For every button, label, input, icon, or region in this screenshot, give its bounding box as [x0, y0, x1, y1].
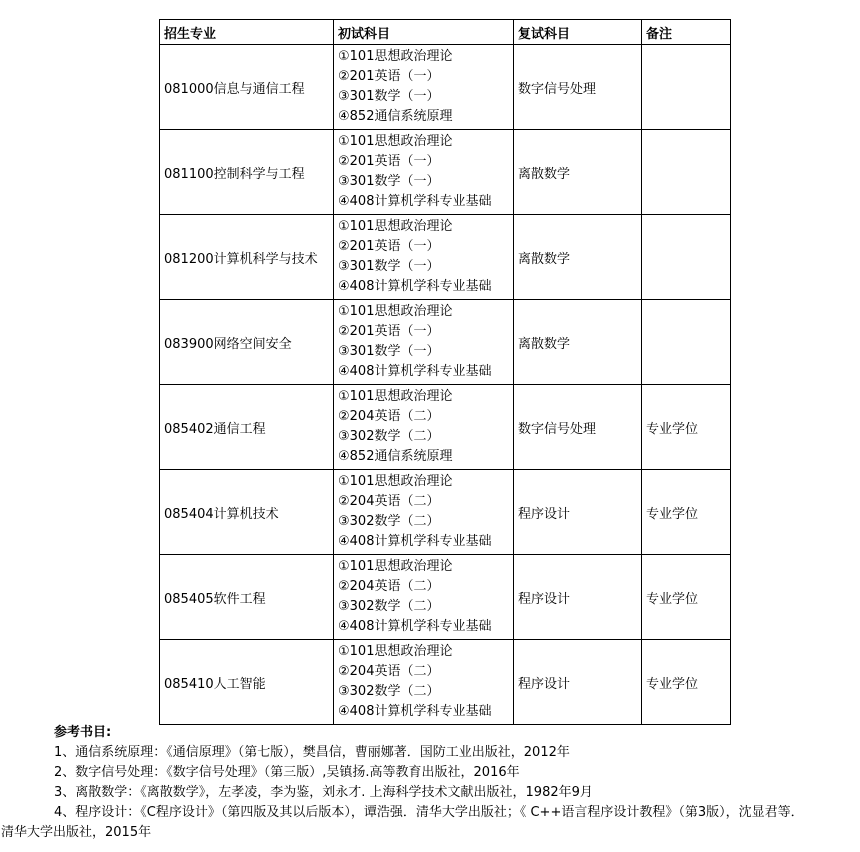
table-row: [160, 130, 731, 215]
table-row: [160, 45, 731, 130]
exam-subject: ②201英语（一）: [338, 69, 440, 84]
major-cell: 085404计算机技术: [160, 470, 334, 555]
exam-subject: ①101思想政治理论: [338, 304, 453, 319]
exam-subject: ②201英语（一）: [338, 239, 440, 254]
retest-cell: 离散数学: [514, 130, 642, 215]
retest-cell: 离散数学: [514, 300, 642, 385]
major-cell: 085402通信工程: [160, 385, 334, 470]
exam-subject: ④408计算机学科专业基础: [338, 704, 492, 719]
retest-cell: 程序设计: [514, 640, 642, 725]
exams-cell: [334, 215, 514, 300]
note-cell: 专业学位: [642, 470, 731, 555]
exam-subject: ①101思想政治理论: [338, 559, 453, 574]
exams-cell: [334, 45, 514, 130]
note-cell: 专业学位: [642, 385, 731, 470]
table-row: [160, 555, 731, 640]
table-row: [160, 640, 731, 725]
exams-cell: [334, 640, 514, 725]
reference-item: 4、程序设计：《C程序设计》（第四版及其以后版本），谭浩强．清华大学出版社；《 C++语言程序设计教程》（第3版），沈显君等．: [54, 805, 804, 820]
reference-books: [1, 723, 860, 843]
table-row: [160, 300, 731, 385]
exam-subject: ③301数学（一）: [338, 174, 440, 189]
header-major: 招生专业: [160, 20, 334, 45]
exam-subject: ②204英语（二）: [338, 409, 440, 424]
table-header-row: [160, 20, 731, 45]
major-cell: 081100控制科学与工程: [160, 130, 334, 215]
exam-subject: ②204英语（二）: [338, 664, 440, 679]
exam-subject: ①101思想政治理论: [338, 49, 453, 64]
retest-cell: 程序设计: [514, 555, 642, 640]
exam-subject: ①101思想政治理论: [338, 474, 453, 489]
retest-cell: 程序设计: [514, 470, 642, 555]
exam-subject: ④408计算机学科专业基础: [338, 194, 492, 209]
exam-subject: ②204英语（二）: [338, 494, 440, 509]
major-cell: 081200计算机科学与技术: [160, 215, 334, 300]
header-retest: 复试科目: [514, 20, 642, 45]
reference-books-title: 参考书目:: [54, 725, 112, 740]
exam-subject: ③301数学（一）: [338, 259, 440, 274]
exam-subject: ③301数学（一）: [338, 344, 440, 359]
retest-cell: 数字信号处理: [514, 45, 642, 130]
exam-subject: ④408计算机学科专业基础: [338, 619, 492, 634]
header-note: 备注: [642, 20, 731, 45]
exams-cell: [334, 470, 514, 555]
reference-item: 1、通信系统原理：《通信原理》（第七版），樊昌信，曹丽娜著．国防工业出版社，2012年: [54, 745, 570, 760]
note-cell: [642, 215, 731, 300]
exams-cell: [334, 555, 514, 640]
exams-cell: [334, 130, 514, 215]
exam-subject: ③301数学（一）: [338, 89, 440, 104]
note-cell: [642, 300, 731, 385]
note-cell: 专业学位: [642, 640, 731, 725]
retest-cell: 数字信号处理: [514, 385, 642, 470]
exam-subject: ③302数学（二）: [338, 684, 440, 699]
major-cell: 085410人工智能: [160, 640, 334, 725]
retest-cell: 离散数学: [514, 215, 642, 300]
exam-subject: ④408计算机学科专业基础: [338, 534, 492, 549]
table-row: [160, 215, 731, 300]
header-initial-exam: 初试科目: [334, 20, 514, 45]
exams-cell: [334, 385, 514, 470]
exam-subject: ③302数学（二）: [338, 429, 440, 444]
major-cell: 081000信息与通信工程: [160, 45, 334, 130]
table-row: [160, 385, 731, 470]
table-row: [160, 470, 731, 555]
exam-subject: ②204英语（二）: [338, 579, 440, 594]
exam-subject: ②201英语（一）: [338, 324, 440, 339]
exam-subject: ④408计算机学科专业基础: [338, 279, 492, 294]
exam-subject: ④408计算机学科专业基础: [338, 364, 492, 379]
reference-item: 3、离散数学：《离散数学》，左孝凌，李为鉴，刘永才. 上海科学技术文献出版社，1982年9月: [54, 785, 593, 800]
exam-subject: ①101思想政治理论: [338, 219, 453, 234]
exam-subject: ④852通信系统原理: [338, 449, 453, 464]
reference-item-continuation: 清华大学出版社，2015年: [1, 825, 152, 840]
exam-subject: ④852通信系统原理: [338, 109, 453, 124]
note-cell: [642, 45, 731, 130]
exam-subject: ③302数学（二）: [338, 514, 440, 529]
exam-subject: ①101思想政治理论: [338, 644, 453, 659]
note-cell: 专业学位: [642, 555, 731, 640]
exam-subject: ①101思想政治理论: [338, 134, 453, 149]
exam-subject: ②201英语（一）: [338, 154, 440, 169]
exam-subject: ③302数学（二）: [338, 599, 440, 614]
note-cell: [642, 130, 731, 215]
reference-item: 2、数字信号处理：《数字信号处理》（第三版）,吴镇扬.高等教育出版社，2016年: [54, 765, 520, 780]
exams-cell: [334, 300, 514, 385]
exam-subject: ①101思想政治理论: [338, 389, 453, 404]
major-cell: 083900网络空间安全: [160, 300, 334, 385]
major-cell: 085405软件工程: [160, 555, 334, 640]
admissions-table: [159, 19, 731, 725]
